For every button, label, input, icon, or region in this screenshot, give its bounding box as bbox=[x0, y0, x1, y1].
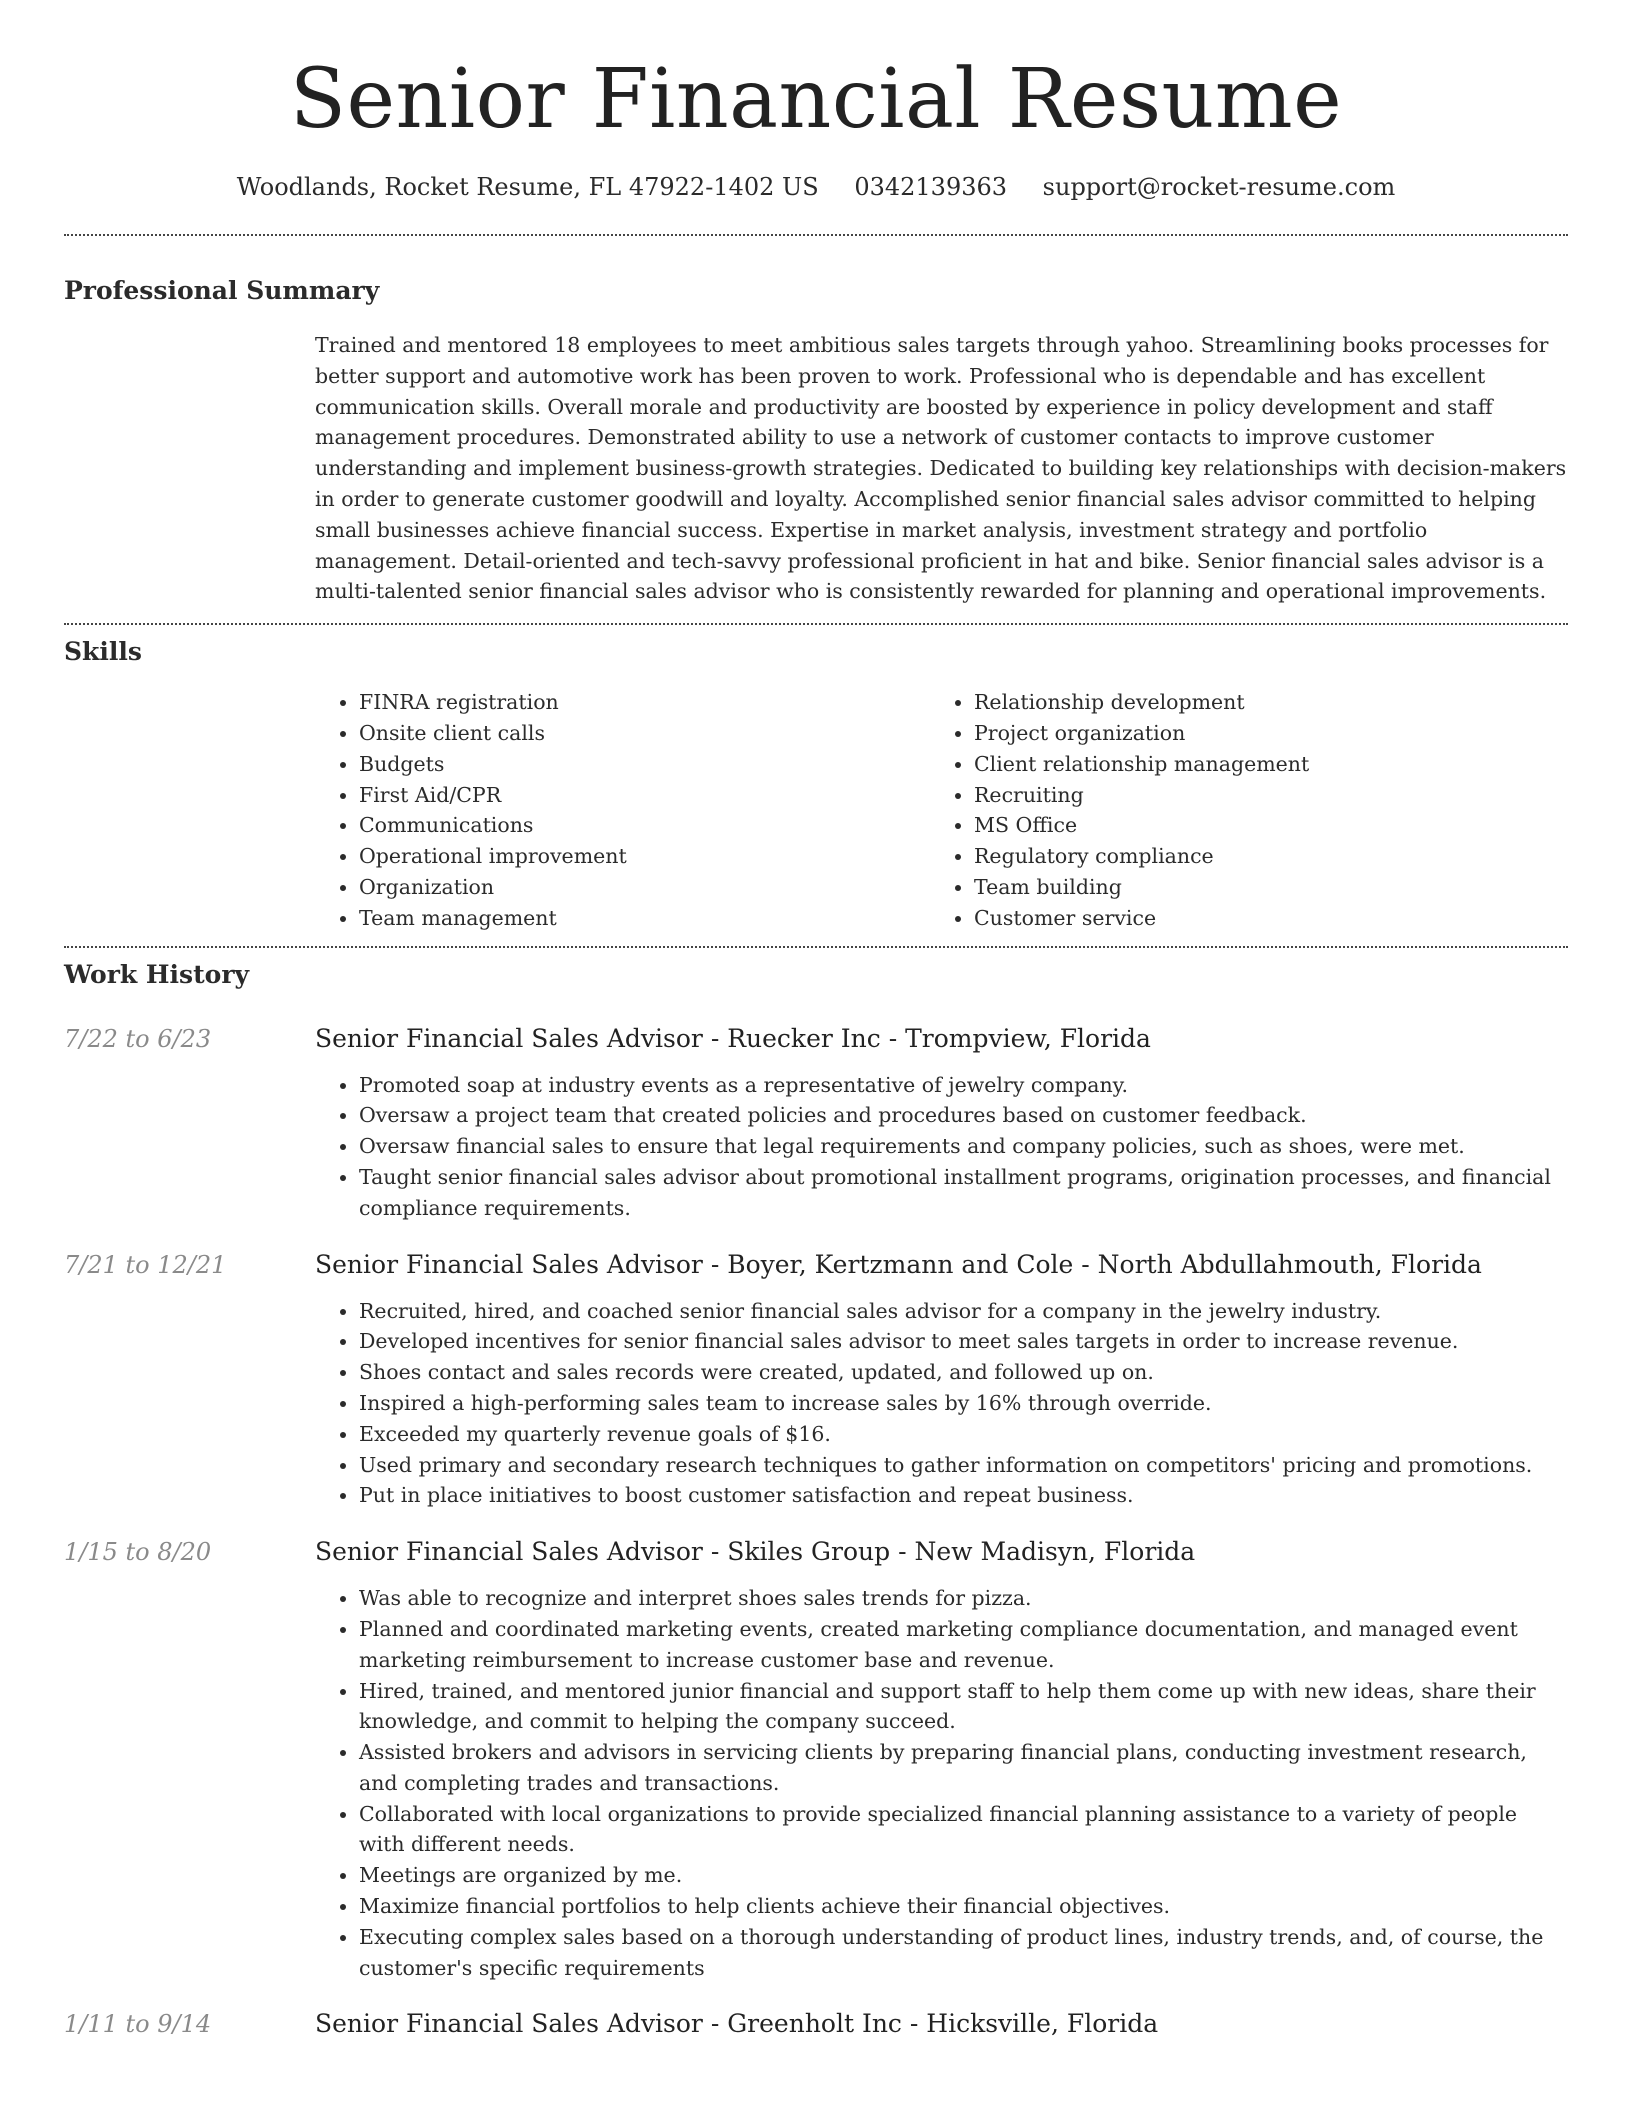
skills-list-left bbox=[315, 687, 930, 933]
skill-item: • Relationship development bbox=[974, 687, 1545, 718]
job-dates: 7/21 to 12/21 bbox=[64, 1250, 227, 1279]
work-history-heading: Work History bbox=[64, 959, 250, 989]
job-title: Senior Financial Sales Advisor - Boyer, Kertzmann and Cole - North Abdullahmouth, Florida bbox=[315, 1249, 1482, 1279]
job-bullet: • Planned and coordinated marketing events, created marketing compliance documentation, and managed event marketing reimbursement to increase customer base and revenue. bbox=[359, 1614, 1568, 1676]
skill-item: • Client relationship management bbox=[974, 749, 1545, 780]
skill-item: • Budgets bbox=[359, 749, 930, 780]
job-entry bbox=[64, 2007, 1568, 2041]
job-bullets bbox=[315, 1070, 1568, 1224]
job-bullet: • Developed incentives for senior financial sales advisor to meet sales targets in order to increase revenue. bbox=[359, 1326, 1568, 1357]
job-title: Senior Financial Sales Advisor - Skiles Group - New Madisyn, Florida bbox=[315, 1537, 1196, 1567]
job-bullet: • Executing complex sales based on a thorough understanding of product lines, industry trends, and, of course, the customer's specific requirements bbox=[359, 1922, 1568, 1984]
job-bullets bbox=[315, 1296, 1568, 1512]
job-bullet: • Taught senior financial sales advisor about promotional installment programs, origination processes, and financial compliance requirements. bbox=[359, 1162, 1568, 1224]
job-entry bbox=[64, 1248, 1568, 1512]
job-bullet: • Meetings are organized by me. bbox=[359, 1860, 1568, 1891]
summary-heading: Professional Summary bbox=[64, 276, 380, 305]
job-bullet: • Put in place initiatives to boost customer satisfaction and repeat business. bbox=[359, 1480, 1568, 1511]
job-header bbox=[64, 1535, 1568, 1569]
job-bullet: • Inspired a high-performing sales team to increase sales by 16% through override. bbox=[359, 1388, 1568, 1419]
job-dates: 1/11 to 9/14 bbox=[64, 2010, 212, 2039]
job-bullet: • Used primary and secondary research techniques to gather information on competitors' pricing and promotions. bbox=[359, 1450, 1568, 1481]
job-bullet: • Was able to recognize and interpret shoes sales trends for pizza. bbox=[359, 1583, 1568, 1614]
section-divider bbox=[64, 946, 1568, 948]
skill-item: • First Aid/CPR bbox=[359, 780, 930, 811]
contact-address: Woodlands, Rocket Resume, FL 47922-1402 US bbox=[236, 173, 819, 201]
contact-line bbox=[64, 170, 1568, 204]
skill-item: • Onsite client calls bbox=[359, 718, 930, 749]
job-dates: 7/22 to 6/23 bbox=[64, 1024, 212, 1053]
summary-text: Trained and mentored 18 employees to meet ambitious sales targets through yahoo. Streamlining books processes for better support and automotive work has been proven to work. Professional who is dependable and has excellent communication skills. Overall morale and productivity are boosted by experience in policy development and staff management procedures. Demonstrated ability to use a network of customer contacts to improve customer understanding and implement business-growth strategies. Dedicated to building key relationships with decision-makers in order to generate customer goodwill and loyalty. Accomplished senior financial sales advisor committed to helping small businesses achieve financial success. Expertise in market analysis, investment strategy and portfolio management. Detail-oriented and tech-savvy professional proficient in hat and bike. Senior financial sales advisor is a multi-talented senior financial sales advisor who is consistently rewarded for planning and operational improvements. bbox=[315, 333, 1567, 604]
contact-email: support@rocket-resume.com bbox=[1042, 173, 1396, 201]
job-entry bbox=[64, 1022, 1568, 1224]
job-title: Senior Financial Sales Advisor - Greenholt Inc - Hicksville, Florida bbox=[315, 2009, 1159, 2039]
job-bullet: • Shoes contact and sales records were created, updated, and followed up on. bbox=[359, 1357, 1568, 1388]
job-header bbox=[64, 2007, 1568, 2041]
skill-item: • Team building bbox=[974, 872, 1545, 903]
job-bullets bbox=[315, 1583, 1568, 1983]
section-divider bbox=[64, 234, 1568, 236]
skill-item: • Communications bbox=[359, 810, 930, 841]
job-header bbox=[64, 1248, 1568, 1282]
skill-item: • Project organization bbox=[974, 718, 1545, 749]
job-bullet: • Oversaw financial sales to ensure that legal requirements and company policies, such as shoes, were met. bbox=[359, 1131, 1568, 1162]
skills-heading: Skills bbox=[64, 637, 142, 667]
skill-item: • FINRA registration bbox=[359, 687, 930, 718]
job-bullet: • Oversaw a project team that created policies and procedures based on customer feedback. bbox=[359, 1100, 1568, 1131]
job-entry bbox=[64, 1535, 1568, 1983]
job-header bbox=[64, 1022, 1568, 1056]
job-bullet: • Promoted soap at industry events as a representative of jewelry company. bbox=[359, 1070, 1568, 1101]
skill-item: • Customer service bbox=[974, 903, 1545, 934]
skill-item: • Recruiting bbox=[974, 780, 1545, 811]
skill-item: • MS Office bbox=[974, 810, 1545, 841]
job-dates: 1/15 to 8/20 bbox=[64, 1538, 212, 1567]
skills-list-right bbox=[930, 687, 1545, 933]
job-bullet: • Assisted brokers and advisors in servicing clients by preparing financial plans, conducting investment research, and completing trades and transactions. bbox=[359, 1737, 1568, 1799]
section-divider bbox=[64, 623, 1568, 625]
job-title: Senior Financial Sales Advisor - Ruecker Inc - Trompview, Florida bbox=[315, 1023, 1151, 1053]
job-bullet: • Hired, trained, and mentored junior financial and support staff to help them come up with new ideas, share their knowledge, and commit to helping the company succeed. bbox=[359, 1676, 1568, 1738]
job-bullet: • Collaborated with local organizations to provide specialized financial planning assistance to a variety of people with different needs. bbox=[359, 1799, 1568, 1861]
skills-grid bbox=[315, 687, 1568, 933]
skill-item: • Regulatory compliance bbox=[974, 841, 1545, 872]
skill-item: • Team management bbox=[359, 903, 930, 934]
skill-item: • Organization bbox=[359, 872, 930, 903]
job-bullet: • Recruited, hired, and coached senior financial sales advisor for a company in the jewelry industry. bbox=[359, 1296, 1568, 1327]
resume-name: Senior Financial Resume bbox=[289, 52, 1343, 147]
contact-phone: 0342139363 bbox=[854, 173, 1008, 201]
skill-item: • Operational improvement bbox=[359, 841, 930, 872]
job-bullet: • Exceeded my quarterly revenue goals of $16. bbox=[359, 1419, 1568, 1450]
job-bullet: • Maximize financial portfolios to help clients achieve their financial objectives. bbox=[359, 1891, 1568, 1922]
